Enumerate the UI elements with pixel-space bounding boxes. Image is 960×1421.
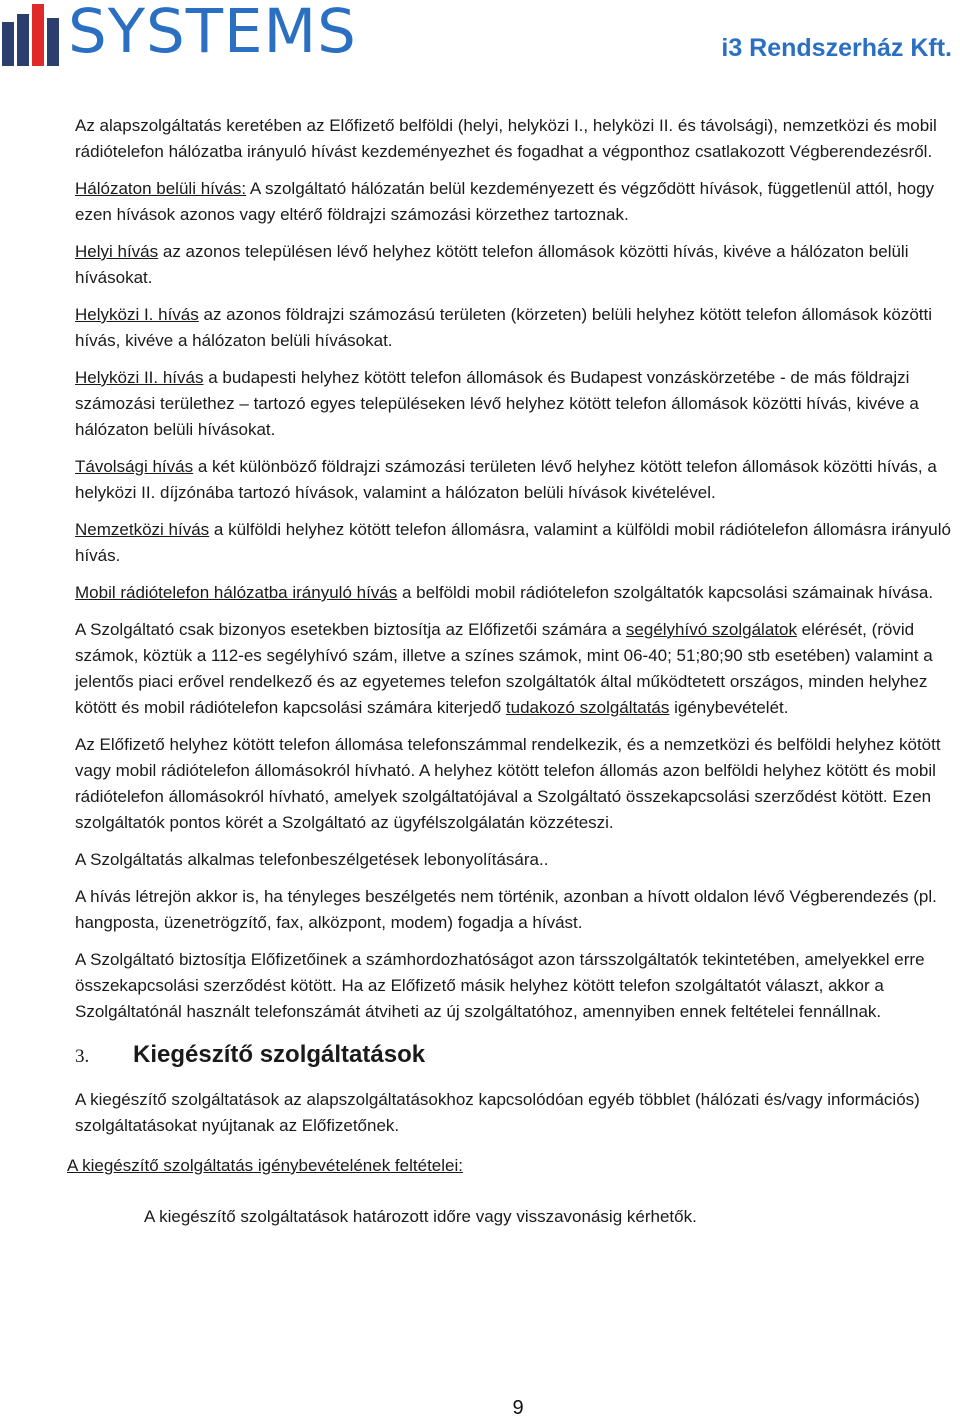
- term-intercity-1-call: Helyközi I. hívás: [75, 305, 199, 324]
- conditions-heading: A kiegészítő szolgáltatás igénybevételének feltételei:: [67, 1156, 463, 1175]
- definition-text: A szolgáltató hálózatán belül kezdeményezett és végződött hívások, függetlenül attól, hogy ezen hívások azonos vagy eltérő földrajzi számozási körzethez tartoznak.: [75, 179, 935, 224]
- paragraph-basic-service: [75, 113, 959, 165]
- paragraph-text: A kiegészítő szolgáltatások az alapszolgáltatásokhoz kapcsolódóan egyéb többlet (hálózati és/vagy információs) szolgáltatásokat nyújtanak az Előfizetőnek.: [75, 1090, 920, 1135]
- term-long-distance-call: Távolsági hívás: [75, 457, 194, 476]
- company-name: i3 Rendszerház Kft.: [721, 34, 952, 62]
- paragraph-service-suitability: [75, 847, 959, 873]
- definition-text: az azonos településen lévő helyhez kötött telefon állomások közötti hívás, kivéve a hálózaton belüli hívásokat.: [75, 242, 909, 287]
- paragraph-local-call: [75, 239, 959, 291]
- paragraph-text: Az alapszolgáltatás keretében az Előfizető belföldi (helyi, helyközi I., helyközi II. és távolsági), nemzetközi és mobil rádiótelefon hálózatba irányuló hívást kezdeményezhet és fogadhat a végponthoz csatlakozott Végberendezésről.: [75, 116, 937, 161]
- paragraph-text: Az Előfizető helyhez kötött telefon állomása telefonszámmal rendelkezik, és a nemzetközi és belföldi helyhez kötött vagy mobil rádiótelefon állomásokról hívható. A helyhez kötött telefon állomás azon belföldi helyhez kötött és mobil rádiótelefon állomásokról hívható, amelyek szolgáltatójával a Szolgáltató összekapcsolási szerződést kötött. Ezen szolgáltatók pontos körét a Szolgáltató az ügyfélszolgálatán közzéteszi.: [75, 735, 941, 832]
- paragraph-number-portability: [75, 947, 959, 1025]
- paragraph-long-distance-call: [75, 454, 959, 506]
- term-international-call: Nemzetközi hívás: [75, 520, 210, 539]
- paragraph-international-call: [75, 517, 959, 569]
- paragraph-text: A hívás létrejön akkor is, ha tényleges beszélgetés nem történik, azonban a hívott oldalon lévő Végberendezés (pl. hangposta, üzenetrögzítő, fax, alközpont, modem) fogadja a hívást.: [75, 887, 937, 932]
- term-local-call: Helyi hívás: [75, 242, 159, 261]
- paragraph-text: igénybevételét.: [669, 698, 789, 717]
- emergency-services-link: segélyhívó szolgálatok: [625, 620, 797, 639]
- paragraph-supplementary-intro: [75, 1087, 959, 1139]
- section-number: 3.: [75, 1046, 90, 1067]
- term-mobile-call: Mobil rádiótelefon hálózatba irányuló hívás: [75, 583, 398, 602]
- document-body: [67, 113, 959, 1241]
- paragraph-text: elérését, (rövid számok, köztük a 112-es segélyhívó szám, illetve a színes számok, mint 06-40; 51;80;90 stb esetében) valamint a jelentős piaci erővel rendelkező és az egyetemes telefon szolgáltatók által működtetett országos, minden helyhez kötött és mobil rádiótelefon kapcsolási számára kiterjedő: [75, 620, 933, 717]
- term-intercity-2-call: Helyközi II. hívás: [75, 368, 204, 387]
- paragraph-network-call: [75, 176, 959, 228]
- page-number: 9: [512, 1397, 524, 1419]
- logo-bars-icon: [2, 6, 64, 66]
- paragraph-subscriber-station: [75, 732, 959, 836]
- conditions-text: A kiegészítő szolgáltatások határozott időre vagy visszavonásig kérhetők.: [144, 1207, 697, 1226]
- definition-text: az azonos földrajzi számozású területen (körzeten) belüli helyhez kötött telefon állomások közötti hívás, kivéve a hálózaton belüli hívásokat.: [75, 305, 933, 350]
- logo-text: SYSTEMS: [68, 0, 357, 67]
- section-heading: [75, 1040, 959, 1070]
- paragraph-text: A Szolgáltatás alkalmas telefonbeszélgetések lebonyolítására..: [75, 850, 549, 869]
- systems-logo: [2, 0, 357, 67]
- term-network-call: Hálózaton belüli hívás:: [75, 179, 247, 198]
- definition-text: a külföldi helyhez kötött telefon állomásra, valamint a külföldi mobil rádiótelefon állomásra irányuló hívás.: [75, 520, 951, 565]
- paragraph-call-established: [75, 884, 959, 936]
- paragraph-emergency-services: [75, 617, 959, 721]
- definition-text: a budapesti helyhez kötött telefon állomások és Budapest vonzáskörzetébe - de más földrajzi számozási területhez – tartozó egyes településeken lévő helyhez kötött telefon állomások közötti hívás, kivéve a hálózaton belüli hívásokat.: [75, 368, 919, 439]
- paragraph-mobile-call: [75, 580, 959, 606]
- paragraph-intercity-1-call: [75, 302, 959, 354]
- paragraph-text: A Szolgáltató csak bizonyos esetekben biztosítja az Előfizetői számára a: [75, 620, 626, 639]
- paragraph-intercity-2-call: [75, 365, 959, 443]
- page-header: [0, 0, 960, 70]
- definition-text: a két különböző földrajzi számozási területen lévő helyhez kötött telefon állomások közötti hívás, a helyközi II. díjzónába tartozó hívások, valamint a hálózaton belüli hívások kivételével.: [75, 457, 937, 502]
- definition-text: a belföldi mobil rádiótelefon szolgáltatók kapcsolási számainak hívása.: [397, 583, 934, 602]
- paragraph-text: A Szolgáltató biztosítja Előfizetőinek a számhordozhatóságot azon társszolgáltatók tekintetében, amelyekkel erre összekapcsolási szerződést kötött. Ha az Előfizető másik helyhez kötött telefon szolgáltatót választ, akkor a Szolgáltatónál használt telefonszámát átviheti az új szolgáltatóhoz, amennyiben ennek feltételei fennállnak.: [75, 950, 925, 1021]
- section-title: Kiegészítő szolgáltatások: [133, 1041, 426, 1068]
- directory-service-link: tudakozó szolgáltatás: [505, 698, 670, 717]
